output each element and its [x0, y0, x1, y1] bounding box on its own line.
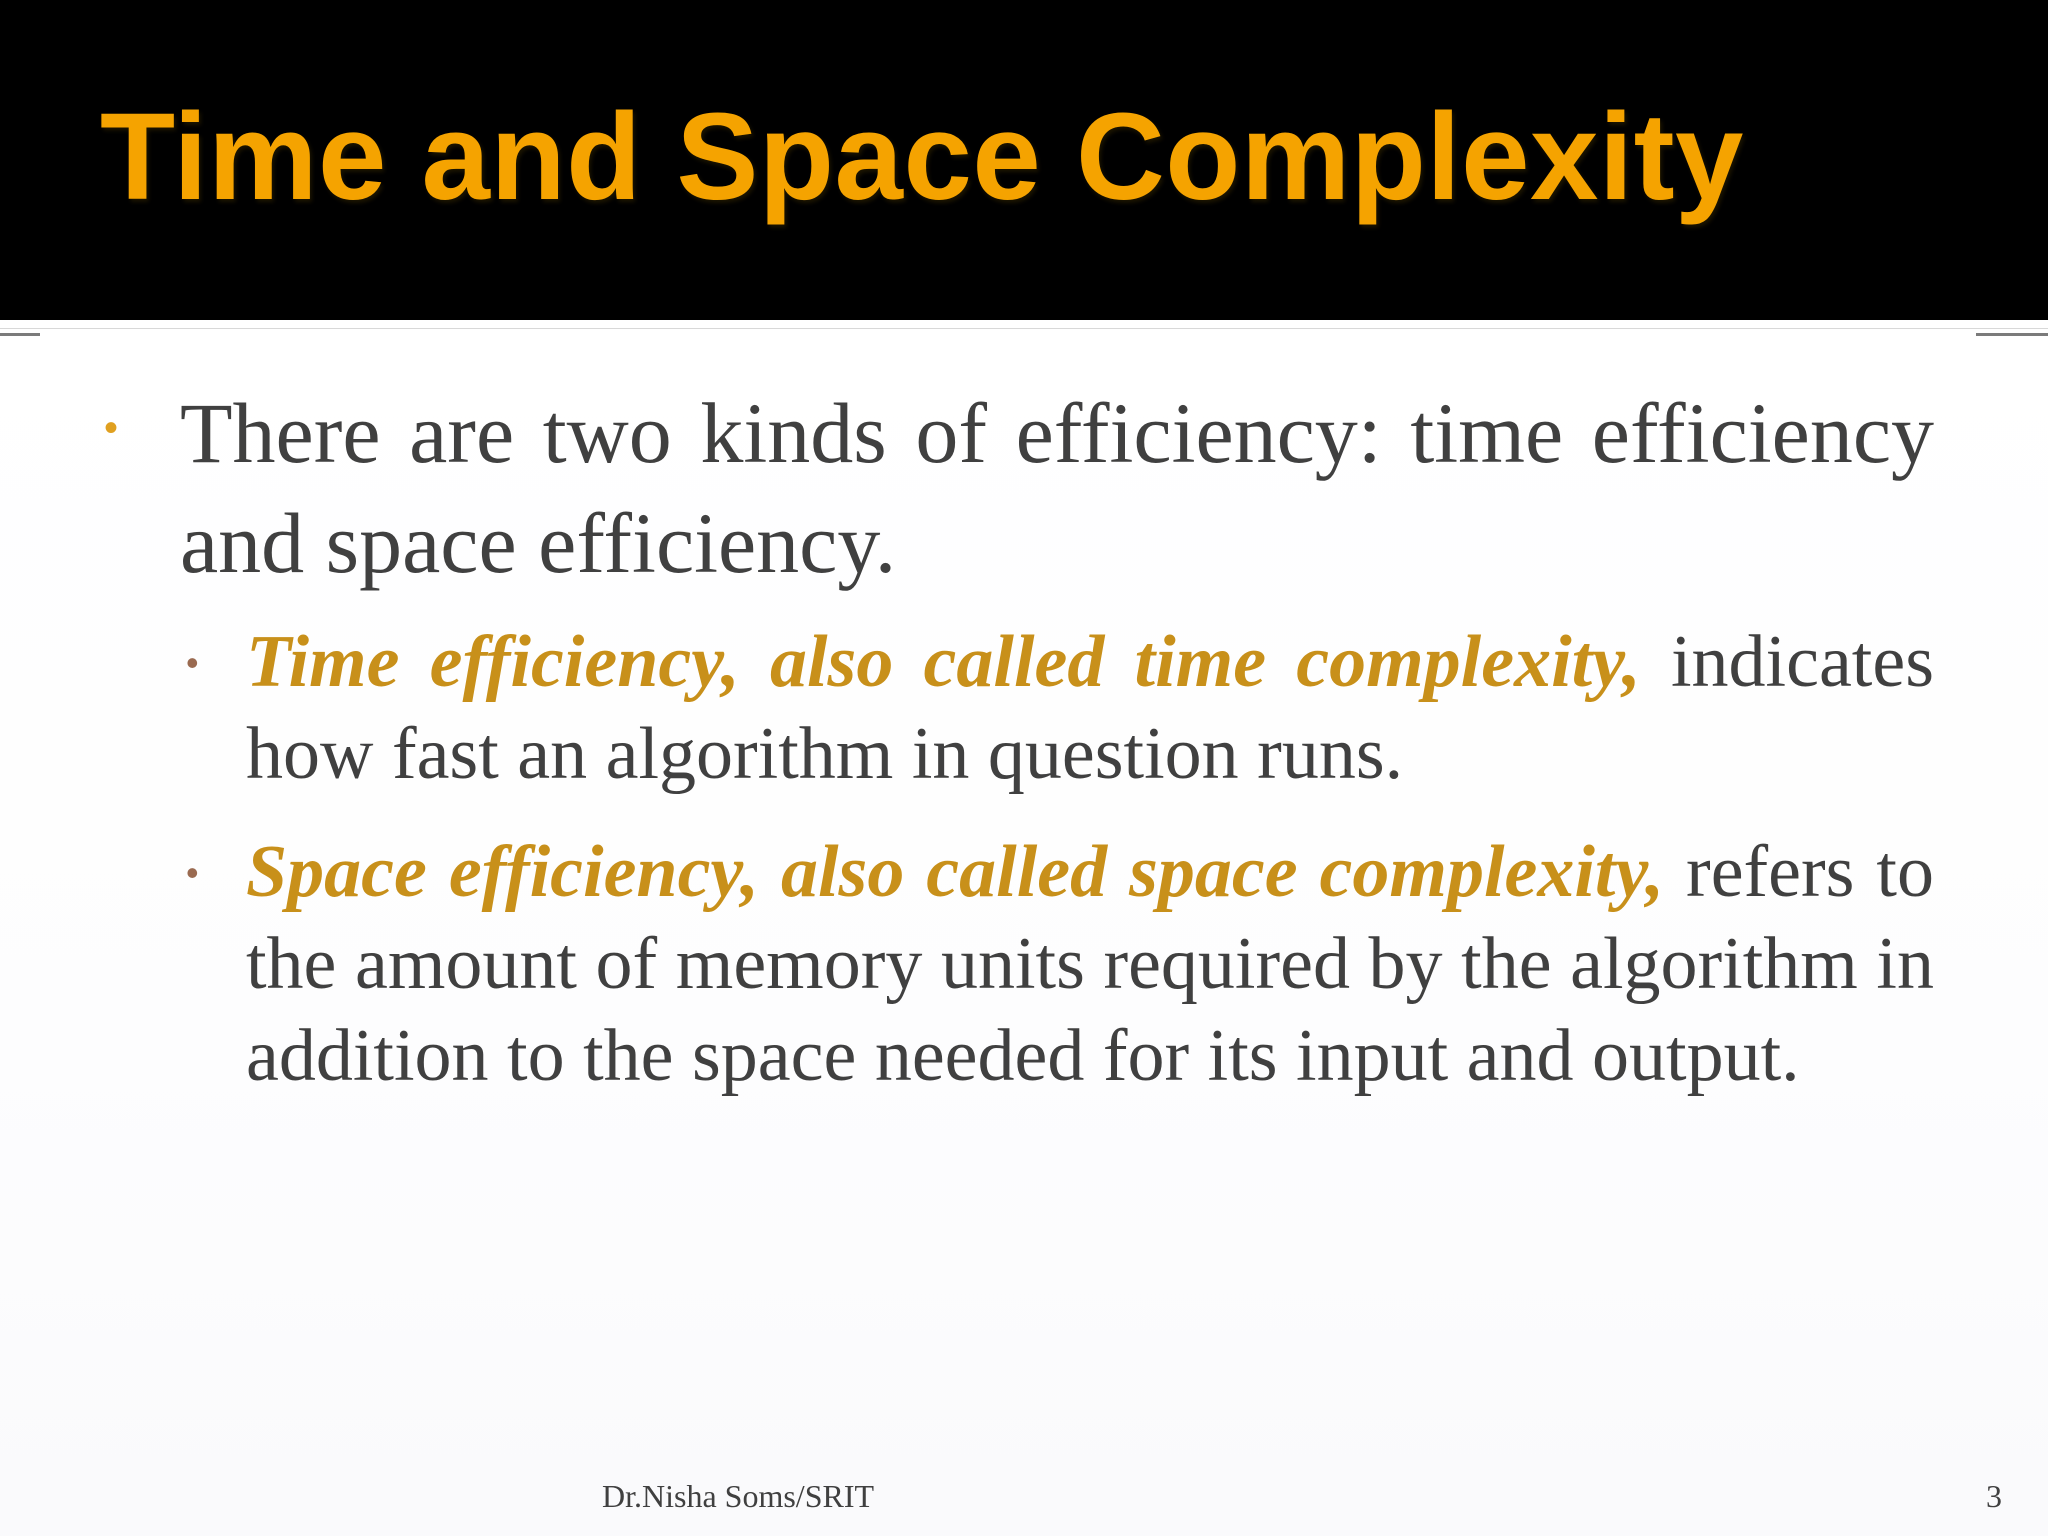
divider-line [0, 328, 2048, 329]
sub-bullet-icon: • [186, 852, 199, 893]
main-bullet-text: There are two kinds of efficiency: time efficiency and space efficiency. [180, 385, 1934, 591]
divider-accent-left [0, 333, 40, 336]
main-bullet-icon: • [104, 406, 119, 450]
space-efficiency-item [246, 826, 1934, 1102]
sub-bullet-icon: • [186, 642, 199, 683]
space-efficiency-term: Space efficiency, also called space complexity, [246, 831, 1665, 913]
space-efficiency-description: refers to the amount of memory units required by the algorithm in addition to the space needed for its input and output. [246, 831, 1934, 1097]
slide-title: Time and Space Complexity [100, 89, 1744, 226]
time-efficiency-description: indicates how fast an algorithm in question runs. [246, 621, 1934, 795]
divider-accent-right [1976, 333, 2048, 336]
time-efficiency-term: Time efficiency, also called time complexity, [246, 621, 1641, 703]
footer-author: Dr.Nisha Soms/SRIT [602, 1478, 875, 1514]
title-bar [0, 0, 2048, 320]
time-efficiency-item [246, 616, 1934, 800]
page-number: 3 [1986, 1478, 2002, 1514]
